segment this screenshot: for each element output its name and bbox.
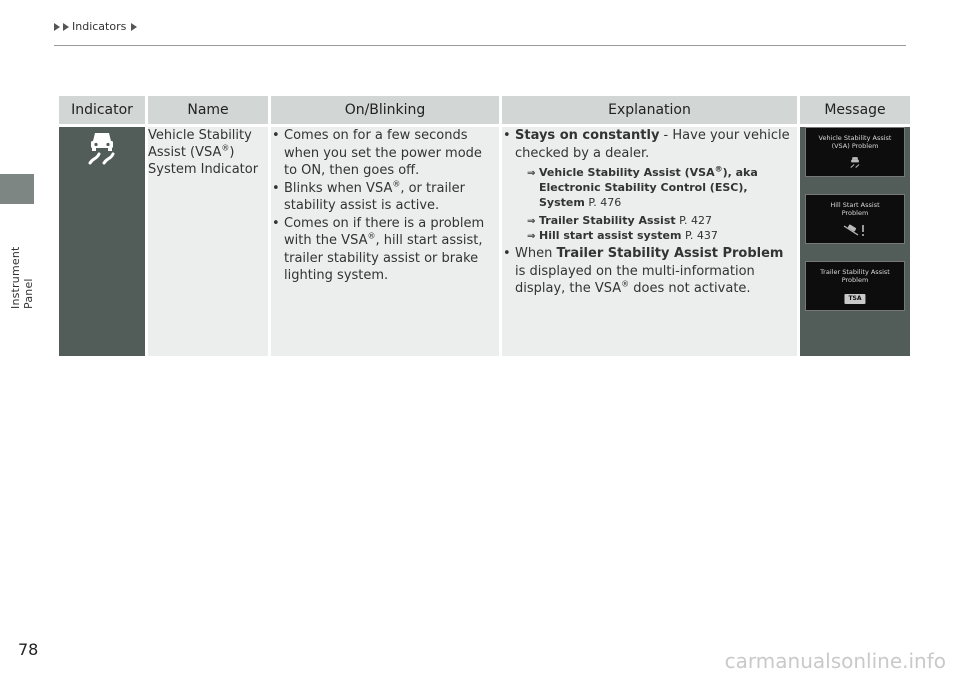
emphasis-text: Stays on constantly [515, 128, 660, 143]
message-screen-hill-start [805, 194, 905, 244]
header-on-blinking: On/Blinking [271, 96, 499, 124]
tsa-badge: TSA [844, 294, 865, 304]
registered-mark: ® [392, 179, 401, 189]
list-item-text: Comes on for a few seconds when you set the power mode to ON, then goes off. [284, 128, 482, 178]
registered-mark: ® [221, 143, 230, 153]
emphasis-text: Trailer Stability Assist Problem [556, 246, 784, 261]
message-cell [800, 127, 910, 356]
reference-page: P. 437 [681, 229, 718, 242]
list-item-text: does not activate. [629, 281, 751, 296]
header-message: Message [800, 96, 910, 124]
message-screen-vsa [805, 127, 905, 177]
reference-arrow-icon: ⇒ [527, 168, 536, 179]
hill-start-icon [842, 223, 868, 237]
message-screen-trailer [805, 261, 905, 311]
list-item-text: Comes on if there is a problem with the VSA [284, 215, 485, 248]
triangle-icon [54, 23, 60, 31]
cross-reference[interactable] [515, 213, 797, 228]
reference-title: ), aka Electronic Stability Control (ESC), System [539, 166, 758, 209]
list-item-text: When [515, 246, 557, 261]
cross-reference[interactable] [515, 165, 797, 210]
list-item [502, 127, 797, 243]
registered-mark: ® [714, 164, 723, 174]
list-item-text: Blinks when VSA [284, 180, 393, 196]
name-cell [148, 127, 268, 356]
message-text: Problem [841, 209, 869, 217]
reference-arrow-icon: ⇒ [527, 216, 536, 227]
message-text: Trailer Stability Assist [820, 268, 890, 276]
on-blinking-cell [271, 127, 499, 356]
page-number: 78 [18, 640, 39, 659]
triangle-icon [63, 23, 69, 31]
reference-arrow-icon: ⇒ [527, 231, 536, 242]
indicator-cell [59, 127, 145, 356]
reference-title: Vehicle Stability Assist (VSA [539, 166, 715, 179]
registered-mark: ® [367, 231, 376, 241]
breadcrumb [54, 20, 138, 33]
list-item-text: - Have your vehicle checked by a dealer. [515, 128, 790, 161]
list-item [271, 127, 499, 180]
table-header-row [59, 96, 910, 124]
vsa-skid-icon [82, 127, 122, 167]
header-indicator: Indicator [59, 96, 145, 124]
message-text: Vehicle Stability Assist [818, 134, 892, 142]
message-text: (VSA) Problem [831, 142, 879, 150]
reference-title: Trailer Stability Assist [539, 214, 676, 227]
registered-mark: ® [621, 279, 630, 289]
explanation-cell [502, 127, 797, 356]
side-tab-marker [0, 174, 34, 204]
reference-page: P. 427 [675, 214, 713, 227]
side-tab-label: Instrument Panel [9, 246, 35, 309]
cross-reference[interactable] [515, 228, 797, 243]
list-item-text: is displayed on the multi-information display, the VSA [515, 263, 755, 296]
vsa-skid-icon [848, 154, 862, 170]
indicator-table [56, 96, 913, 356]
indicator-name-line1: Vehicle Stability [148, 128, 252, 143]
reference-page: P. 476 [584, 196, 622, 209]
list-item-text: , hill start assist, trailer stability assist or brake lighting system. [284, 233, 483, 283]
list-item [271, 215, 499, 285]
header-explanation: Explanation [502, 96, 797, 124]
indicator-name-line3: System Indicator [148, 162, 259, 177]
message-text: Problem [841, 276, 869, 284]
indicator-name-text: ) [229, 145, 235, 160]
watermark: carmanualsonline.info [724, 649, 946, 673]
header-name: Name [148, 96, 268, 124]
breadcrumb-item[interactable]: Indicators [72, 20, 127, 33]
list-item-text: , or trailer stability assist is active. [284, 180, 466, 213]
indicator-name-line2 [148, 144, 268, 161]
header-rule [54, 45, 906, 46]
indicator-name-text: Assist (VSA [148, 145, 222, 160]
message-text: Hill Start Assist [830, 201, 880, 209]
reference-title: Hill start assist system [539, 229, 682, 242]
list-item [271, 180, 499, 215]
table-row [59, 127, 910, 356]
list-item [502, 245, 797, 298]
triangle-icon [131, 23, 137, 31]
